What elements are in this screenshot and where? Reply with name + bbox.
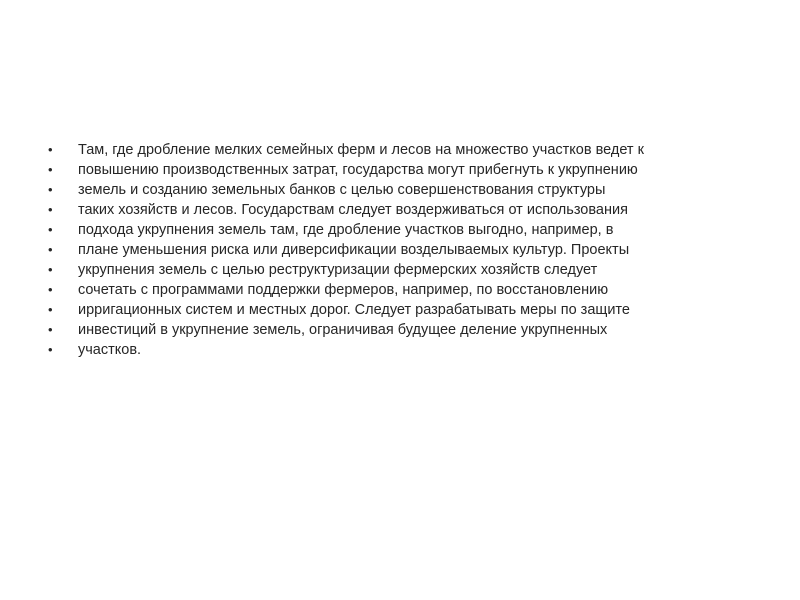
- bullet-text: подхода укрупнения земель там, где дробление участков выгодно, например, в: [78, 222, 614, 238]
- bullet-icon: •: [48, 242, 53, 257]
- bullet-item: [48, 320, 748, 340]
- bullet-text: таких хозяйств и лесов. Государствам следует воздерживаться от использования: [78, 202, 628, 218]
- bullet-icon: •: [48, 142, 53, 157]
- bullet-icon: •: [48, 262, 53, 277]
- bullet-text: земель и созданию земельных банков с целью совершенствования структуры: [78, 182, 606, 198]
- bullet-item: [48, 180, 748, 200]
- bullet-text: сочетать с программами поддержки фермеров, например, по восстановлению: [78, 282, 609, 298]
- bullet-icon: •: [48, 342, 53, 357]
- bullet-item: [48, 240, 748, 260]
- bullet-text: инвестиций в укрупнение земель, ограничивая будущее деление укрупненных: [78, 322, 608, 338]
- bullet-icon: •: [48, 322, 53, 337]
- bullet-item: [48, 260, 748, 280]
- bullet-item: [48, 160, 748, 180]
- bullet-item: [48, 140, 748, 160]
- bullet-text: укрупнения земель с целью реструктуризации фермерских хозяйств следует: [78, 262, 598, 278]
- bullet-text: ирригационных систем и местных дорог. Следует разрабатывать меры по защите: [78, 302, 630, 318]
- bullet-text: участков.: [78, 342, 142, 358]
- bullet-icon: •: [48, 202, 53, 217]
- bullet-icon: •: [48, 182, 53, 197]
- bullet-item: [48, 200, 748, 220]
- bullet-text: Там, где дробление мелких семейных ферм и лесов на множество участков ведет к: [78, 142, 644, 158]
- bullet-text: плане уменьшения риска или диверсификации возделываемых культур. Проекты: [78, 242, 630, 258]
- bullet-icon: •: [48, 222, 53, 237]
- bullet-item: [48, 280, 748, 300]
- bullet-item: [48, 300, 748, 320]
- bullet-item: [48, 340, 748, 360]
- bullet-text: повышению производственных затрат, государства могут прибегнуть к укрупнению: [78, 162, 638, 178]
- bullet-icon: •: [48, 302, 53, 317]
- bullet-item: [48, 220, 748, 240]
- bullet-list: [48, 140, 748, 360]
- bullet-icon: •: [48, 282, 53, 297]
- bullet-icon: •: [48, 162, 53, 177]
